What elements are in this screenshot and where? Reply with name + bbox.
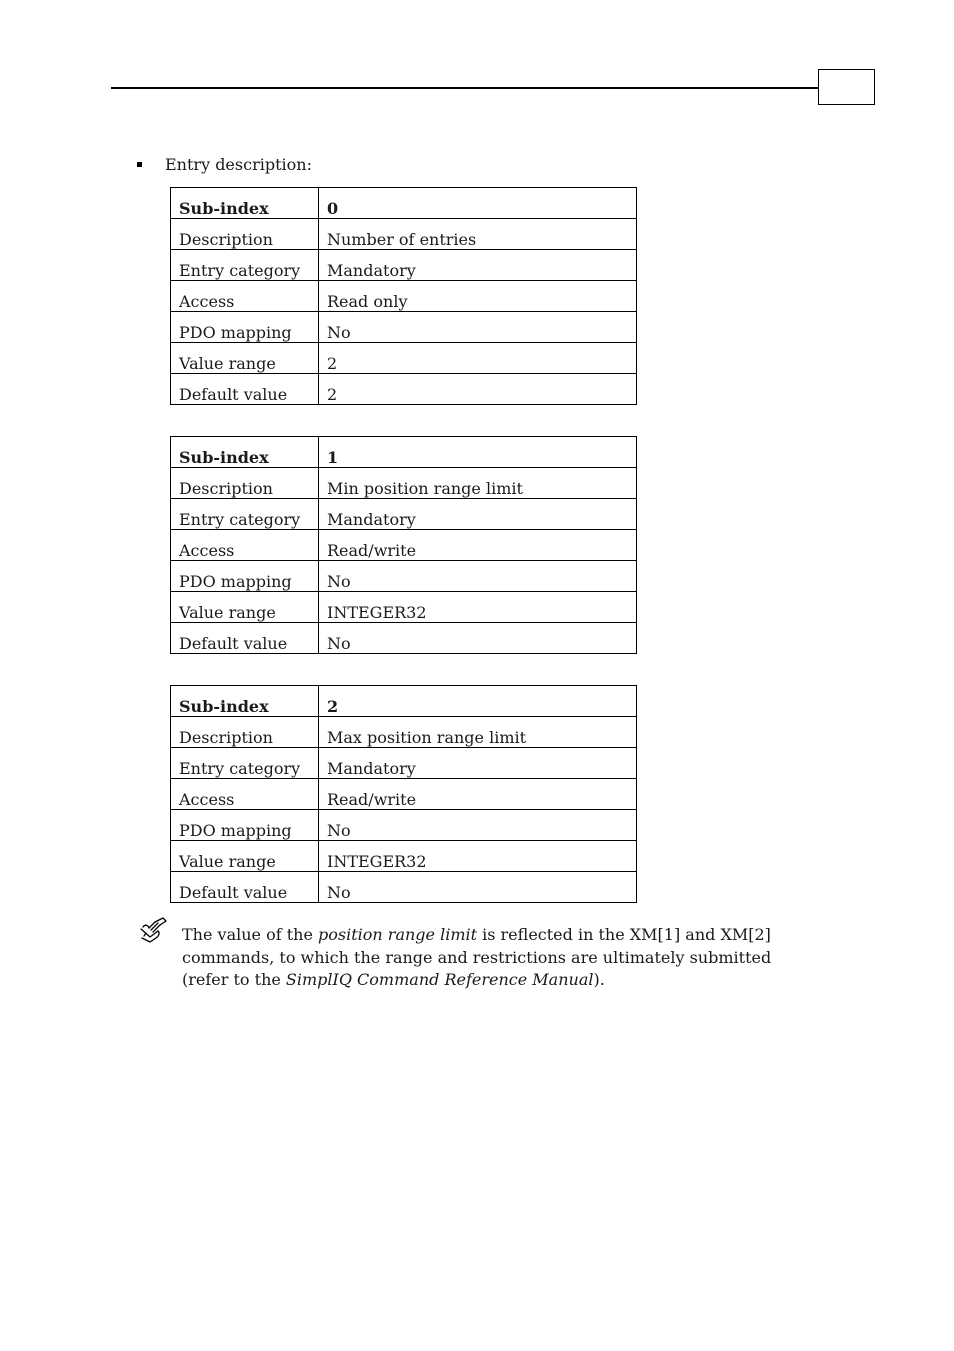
note-italic-position-range-limit: position range limit <box>318 925 478 944</box>
row-label: Description <box>171 468 319 499</box>
row-label: Value range <box>171 841 319 872</box>
table-row <box>171 872 637 903</box>
row-label: Entry category <box>171 250 319 281</box>
entry-table-subindex-2 <box>170 685 637 903</box>
row-value: 2 <box>319 374 637 405</box>
entry-description-label: Entry description: <box>165 155 312 174</box>
row-label: Sub-index <box>171 188 319 219</box>
row-label: Value range <box>171 343 319 374</box>
row-value: INTEGER32 <box>319 592 637 623</box>
row-value: 0 <box>319 188 637 219</box>
row-value: Read/write <box>319 530 637 561</box>
table-row <box>171 530 637 561</box>
row-label: Entry category <box>171 499 319 530</box>
table-row <box>171 841 637 872</box>
row-label: Access <box>171 530 319 561</box>
row-value: Max position range limit <box>319 717 637 748</box>
row-value: INTEGER32 <box>319 841 637 872</box>
row-label: Sub-index <box>171 686 319 717</box>
note-text-2: is reflected in the XM[1] and XM[2] commands, to which the range and restrictions are ultimately submitted (refer to the <box>182 925 772 989</box>
row-label: Default value <box>171 374 319 405</box>
row-value: Number of entries <box>319 219 637 250</box>
row-value: No <box>319 561 637 592</box>
row-label: Access <box>171 779 319 810</box>
table-row <box>171 779 637 810</box>
table-row <box>171 374 637 405</box>
table-row <box>171 717 637 748</box>
row-label: PDO mapping <box>171 810 319 841</box>
row-label: PDO mapping <box>171 312 319 343</box>
row-value: No <box>319 623 637 654</box>
row-value: 2 <box>319 686 637 717</box>
row-value: No <box>319 312 637 343</box>
page-number-box <box>818 69 875 105</box>
row-label: Entry category <box>171 748 319 779</box>
row-value: Mandatory <box>319 748 637 779</box>
table-row <box>171 623 637 654</box>
row-value: 2 <box>319 343 637 374</box>
note-italic-manual-title: SimplIQ Command Reference Manual <box>285 970 594 989</box>
row-value: Mandatory <box>319 499 637 530</box>
row-label: Sub-index <box>171 437 319 468</box>
row-label: PDO mapping <box>171 561 319 592</box>
row-label: Description <box>171 717 319 748</box>
row-value: Read only <box>319 281 637 312</box>
row-value: Read/write <box>319 779 637 810</box>
entry-table-subindex-0 <box>170 187 637 405</box>
row-value: Mandatory <box>319 250 637 281</box>
note-paragraph <box>182 924 822 992</box>
row-label: Value range <box>171 592 319 623</box>
table-row <box>171 312 637 343</box>
table-row <box>171 686 637 717</box>
table-row <box>171 592 637 623</box>
row-label: Default value <box>171 623 319 654</box>
table-row <box>171 499 637 530</box>
row-value: Min position range limit <box>319 468 637 499</box>
row-value: No <box>319 872 637 903</box>
note-text-3: ). <box>593 970 605 989</box>
writing-hand-icon <box>138 916 168 944</box>
table-row <box>171 219 637 250</box>
table-row <box>171 437 637 468</box>
header-rule <box>111 87 819 89</box>
table-row <box>171 250 637 281</box>
row-value: No <box>319 810 637 841</box>
table-row <box>171 468 637 499</box>
table-row <box>171 748 637 779</box>
table-row <box>171 561 637 592</box>
row-label: Description <box>171 219 319 250</box>
table-row <box>171 810 637 841</box>
entry-table-subindex-1 <box>170 436 637 654</box>
row-label: Access <box>171 281 319 312</box>
table-row <box>171 188 637 219</box>
row-label: Default value <box>171 872 319 903</box>
note-text-1: The value of the <box>182 925 319 944</box>
table-row <box>171 281 637 312</box>
square-bullet-icon <box>137 162 142 167</box>
table-row <box>171 343 637 374</box>
row-value: 1 <box>319 437 637 468</box>
